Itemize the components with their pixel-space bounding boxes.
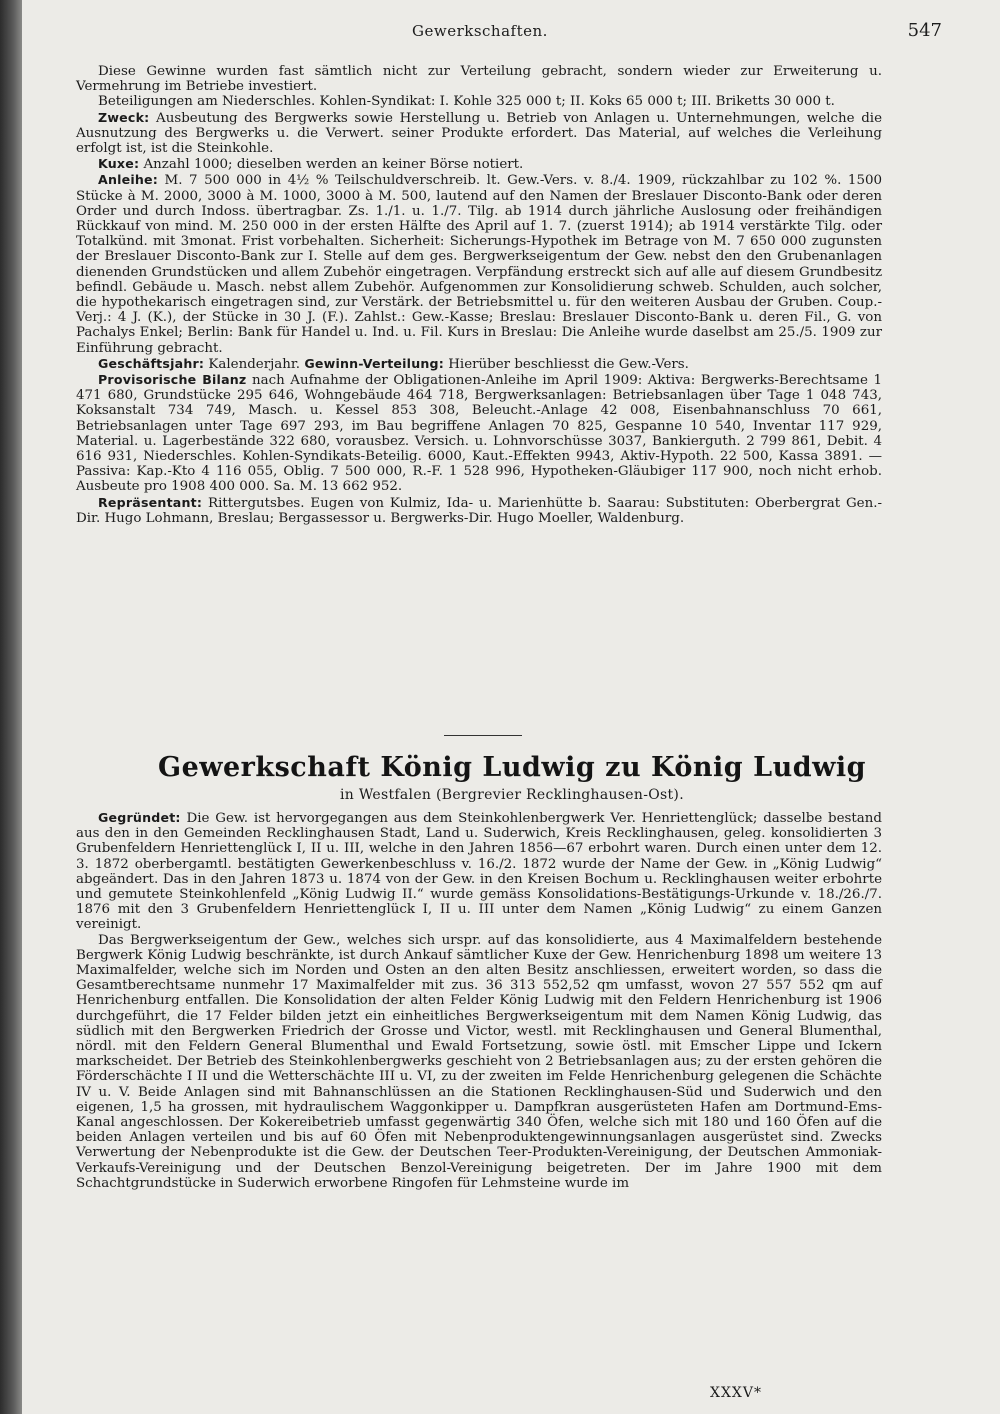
paragraph-bilanz: Provisorische Bilanz nach Aufnahme der Obligationen-Anleihe im April 1909: Aktiva: Bergwerks-Berechtsame 1 471 680, Grundstücke 295 646, Wohngebäude 464 718, Bergwerksanlagen: Betriebsanlagen über Tage 1 048 743, Koksanstalt 734 749, Masch. u. Kessel 853 308, Beleucht.-Anlage 42 008, Eisenbahnanschluss 70 661, Betriebsanlagen unter Tage 697 293, im Bau begriffene Anlagen 70 825, Gespanne 10 540, Inventar 117 929, Material. u. Lagerbestände 322 680, vorausbez. Versich. u. Lohnvorschüsse 3037, Bankierguth. 2 799 861, Debit. 4 616 931, Niederschles. Kohlen-Syndikats-Beteilig. 6000, Kaut.-Effekten 9943, Aktiv-Hypoth. 22 500, Kassa 3891. — Passiva: Kap.-Kto 4 116 055, Oblig. 7 500 000, R.-F. 1 528 996, Hypotheken-Gläubiger 117 900, noch nicht erhob. Ausbeute pro 1908 400 000. Sa. M. 13 662 952. (76, 372, 882, 495)
page-number: 547 (907, 20, 942, 41)
paragraph-beteiligungen: Beteiligungen am Niederschles. Kohlen-Syndikat: I. Kohle 325 000 t; II. Koks 65 000 t; III. Briketts 30 000 t. (98, 94, 835, 110)
paragraph-repraesentant: Repräsentant: Rittergutsbes. Eugen von Kulmiz, Ida- u. Marienhütte b. Saarau: Substituten: Oberbergrat Gen.-Dir. Hugo Lohmann, Breslau; Bergassessor u. Bergwerks-Dir. Hugo Moeller, Waldenburg. (76, 494, 882, 526)
section-body (76, 810, 882, 1191)
paragraph-kuxe: Kuxe: Anzahl 1000; dieselben werden an keiner Börse notiert. (98, 156, 524, 173)
document-page (22, 0, 1000, 1414)
paragraph-gegruendet: Gegründet: Die Gew. ist hervorgegangen aus dem Steinkohlenbergwerk Ver. Henriettenglück; dasselbe bestand aus den in den Gemeinden Recklinghausen Stadt, Land u. Suderwich, Kreis Recklinghausen, geleg. konsolidierten 3 Grubenfeldern Henriettenglück I, II u. III, welche in den Jahren 1856—67 erbohrt waren. Durch einen unter dem 12. 3. 1872 oberbergamtl. bestätigten Gewerkenbeschluss v. 16./2. 1872 wurde der Name der Gew. in „König Ludwig“ abgeändert. Das in den Jahren 1873 u. 1874 von der Gew. in den Kreisen Bochum u. Recklinghausen weiter erbohrte und gemutete Steinkohlenfeld „König Ludwig II.“ wurde gemäss Konsolidations-Bestätigungs-Urkunde v. 18./26./7. 1876 mit den 3 Grubenfeldern Henriettenglück I, II u. III unter dem Namen „König Ludwig“ zu einem Ganzen vereinigt. (76, 810, 882, 933)
top-section (76, 64, 882, 526)
paragraph-geschaeftsjahr: Geschäftsjahr: Kalenderjahr. Gewinn-Verteilung: Hierüber beschliesst die Gew.-Vers. (98, 355, 689, 372)
page-header (72, 20, 942, 42)
running-title: Gewerkschaften. (412, 22, 548, 40)
label-zweck: Zweck: (98, 109, 150, 125)
book-spine (0, 0, 22, 1414)
paragraph-zweck: Zweck: Ausbeutung des Bergwerks sowie Herstellung u. Betrieb von Anlagen u. Unternehmungen, welche die Ausnutzung des Bergwerks u. die Verwert. seiner Produkte erfordert. Das Material, auf welches die Verleihung erfolgt ist, ist die Steinkohle. (76, 109, 882, 157)
section-divider (444, 735, 522, 736)
label-repraesentant: Repräsentant: (98, 494, 203, 510)
paragraph-bergwerkseigentum: Das Bergwerkseigentum der Gew., welches sich urspr. auf das konsolidierte, aus 4 Maximalfeldern bestehende Bergwerk König Ludwig beschränkte, ist durch Ankauf sämtlicher Kuxe der Gew. Henrichenburg 1898 um weitere 13 Maximalfelder, welche sich im Norden und Osten an den alten Besitz anschliessen, erweitert worden, so dass die Gesamtberechtsame nunmehr 17 Maximalfelder mit zus. 36 313 552,52 qm umfasst, wovon 27 557 552 qm auf Henrichenburg entfallen. Die Konsolidation der alten Felder König Ludwig mit den Feldern Henrichenburg ist 1906 durchgeführt, die 17 Felder bilden jetzt ein einheitliches Bergwerkseigentum mit dem Namen König Ludwig, das südlich mit den Bergwerken Friedrich der Grosse und Victor, westl. mit Recklinghausen und General Blumenthal, nördl. mit den Feldern General Blumenthal und Ewald Fortsetzung, sowie östl. mit Emscher Lippe und Ickern markscheidet. Der Betrieb des Steinkohlenbergwerks geschieht von 2 Betriebsanlagen aus; zu der ersten gehören die Förderschächte I II und die Wetterschächte III u. VI, zu der zweiten im Felde Henrichenburg gelegenen die Schächte IV u. V. Beide Anlagen sind mit Bahnanschlüssen an die Stationen Recklinghausen-Süd und Suderwich und den eigenen, 1,5 ha grossen, mit hydraulischem Waggonkipper u. Dampfkran ausgerüsteten Hafen am Dortmund-Ems-Kanal angeschlossen. Der Kokereibetrieb umfasst gegenwärtig 340 Öfen, welche sich mit 180 und 160 Öfen auf die beiden Anlagen verteilen und bis auf 60 Öfen mit Nebenproduktengewinnungsanlagen ausgerüstet sind. Zwecks Verwertung der Nebenprodukte ist die Gew. der Deutschen Teer-Produkten-Vereinigung, der Deutschen Ammoniak-Verkaufs-Vereinigung und der Deutschen Benzol-Vereinigung beigetreten. Der im Jahre 1900 mit dem Schachtgrundstücke in Suderwich erworbene Ringofen für Lehmsteine wurde im (76, 932, 882, 1191)
label-gewinn-verteilung: Gewinn-Verteilung: (304, 355, 444, 371)
paragraph-gewinne: Diese Gewinne wurden fast sämtlich nicht zur Verteilung gebracht, sondern wieder zur Erweiterung u. Vermehrung im Betriebe investiert. (76, 64, 882, 95)
paragraph-anleihe: Anleihe: M. 7 500 000 in 4½ % Teilschuldverschreib. lt. Gew.-Vers. v. 8./4. 1909, rückzahlbar zu 102 %. 1500 Stücke à M. 2000, 3000 à M. 1000, 3000 à M. 500, lautend auf den Namen der Breslauer Disconto-Bank oder deren Order und durch Indoss. übertragbar. Zs. 1./1. u. 1./7. Tilg. ab 1914 durch jährliche Auslosung oder freihändigen Rückkauf von mind. M. 250 000 in der ersten Hälfte des April auf 1. 7. (zuerst 1914); ab 1914 verstärkte Tilg. oder Totalkünd. mit 3monat. Frist vorbehalten. Sicherheit: Sicherungs-Hypothek im Betrage von M. 7 650 000 zugunsten der Breslauer Disconto-Bank zur I. Stelle auf dem ges. Bergwerkseigentum der Gew. nebst den den Grubenanlagen dienenden Grundstücken und allem Zubehör eingetragen. Verpfändung erstreckt sich auf alle auf diesem Grundbesitz befindl. Gebäude u. Masch. nebst allem Zubehör. Aufgenommen zur Konsolidierung schweb. Schulden, auch solcher, die hypothekarisch eingetragen sind, zur Verstärk. der Betriebsmittel u. für den weiteren Ausbau der Gruben. Coup.-Verj.: 4 J. (K.), der Stücke in 30 J. (F.). Zahlst.: Gew.-Kasse; Breslau: Breslauer Disconto-Bank u. deren Fil., G. von Pachalys Enkel; Berlin: Bank für Handel u. Ind. u. Fil. Kurs in Breslau: Die Anleihe wurde daselbst am 25./5. 1909 zur Einführung gebracht. (76, 172, 882, 356)
section-subheading: in Westfalen (Bergrevier Recklinghausen-Ost). (340, 787, 684, 803)
signature-mark: XXXV* (710, 1385, 763, 1401)
label-geschaeftsjahr: Geschäftsjahr: (98, 355, 205, 371)
label-anleihe: Anleihe: (98, 172, 159, 188)
section-heading: Gewerkschaft König Ludwig zu König Ludwig (158, 752, 866, 783)
label-gegruendet: Gegründet: (98, 810, 181, 825)
label-kuxe: Kuxe: (98, 156, 140, 172)
label-bilanz: Provisorische Bilanz (98, 372, 247, 388)
